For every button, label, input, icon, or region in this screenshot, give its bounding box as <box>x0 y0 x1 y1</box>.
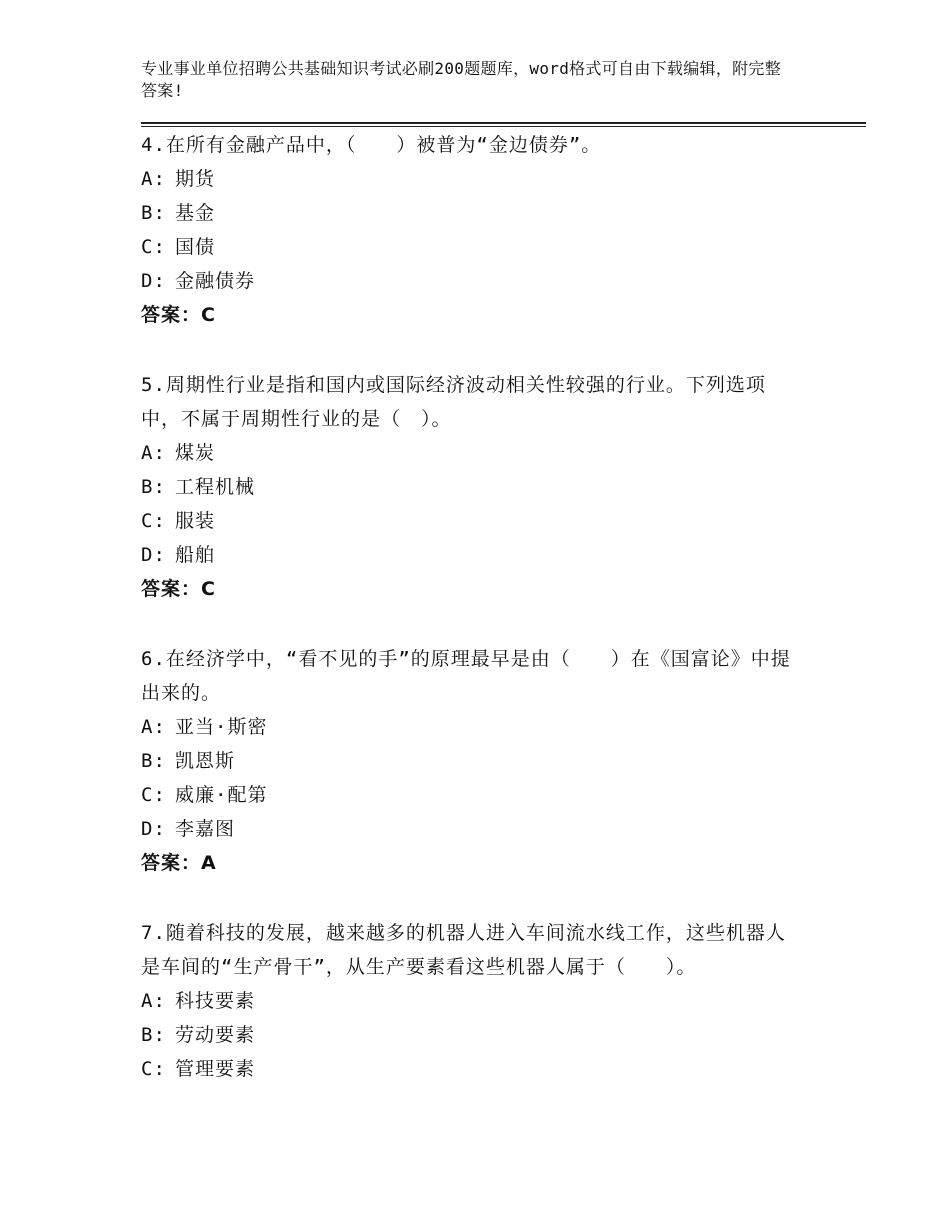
header-divider-thick <box>141 122 866 124</box>
option-b: B: 基金 <box>141 202 216 224</box>
answer-line: 答案：C <box>141 578 216 600</box>
question-stem: 5.周期性行业是指和国内或国际经济波动相关性较强的行业。下列选项中，不属于周期性行业的是（ ）。 <box>141 374 766 430</box>
answer-line: 答案：C <box>141 304 216 326</box>
document-header: 专业事业单位招聘公共基础知识考试必刷200题题库，word格式可自由下载编辑，附完整答案! <box>141 59 782 100</box>
option-c: C: 服装 <box>141 510 216 532</box>
option-a: A: 煤炭 <box>141 442 216 464</box>
option-b: B: 劳动要素 <box>141 1024 256 1046</box>
question-list <box>141 128 801 1122</box>
option-d: D: 船舶 <box>141 544 216 566</box>
question-stem: 4.在所有金融产品中，（ ）被普为“金边债券”。 <box>141 134 602 156</box>
option-c: C: 管理要素 <box>141 1058 256 1080</box>
option-b: B: 工程机械 <box>141 476 256 498</box>
option-c: C: 威廉·配第 <box>141 784 268 806</box>
option-a: A: 亚当·斯密 <box>141 716 268 738</box>
header-divider-thin <box>141 126 866 127</box>
option-d: D: 金融债券 <box>141 270 256 292</box>
option-c: C: 国债 <box>141 236 216 258</box>
option-d: D: 李嘉图 <box>141 818 236 840</box>
question-7 <box>141 916 801 1086</box>
answer-line: 答案：A <box>141 852 217 874</box>
question-5 <box>141 368 801 606</box>
option-b: B: 凯恩斯 <box>141 750 236 772</box>
question-6 <box>141 642 801 880</box>
option-a: A: 期货 <box>141 168 216 190</box>
question-stem: 6.在经济学中，“看不见的手”的原理最早是由（ ）在《国富论》中提出来的。 <box>141 648 791 704</box>
question-4 <box>141 128 801 332</box>
question-stem: 7.随着科技的发展，越来越多的机器人进入车间流水线工作，这些机器人是车间的“生产骨干”，从生产要素看这些机器人属于（ ）。 <box>141 922 786 978</box>
option-a: A: 科技要素 <box>141 990 256 1012</box>
